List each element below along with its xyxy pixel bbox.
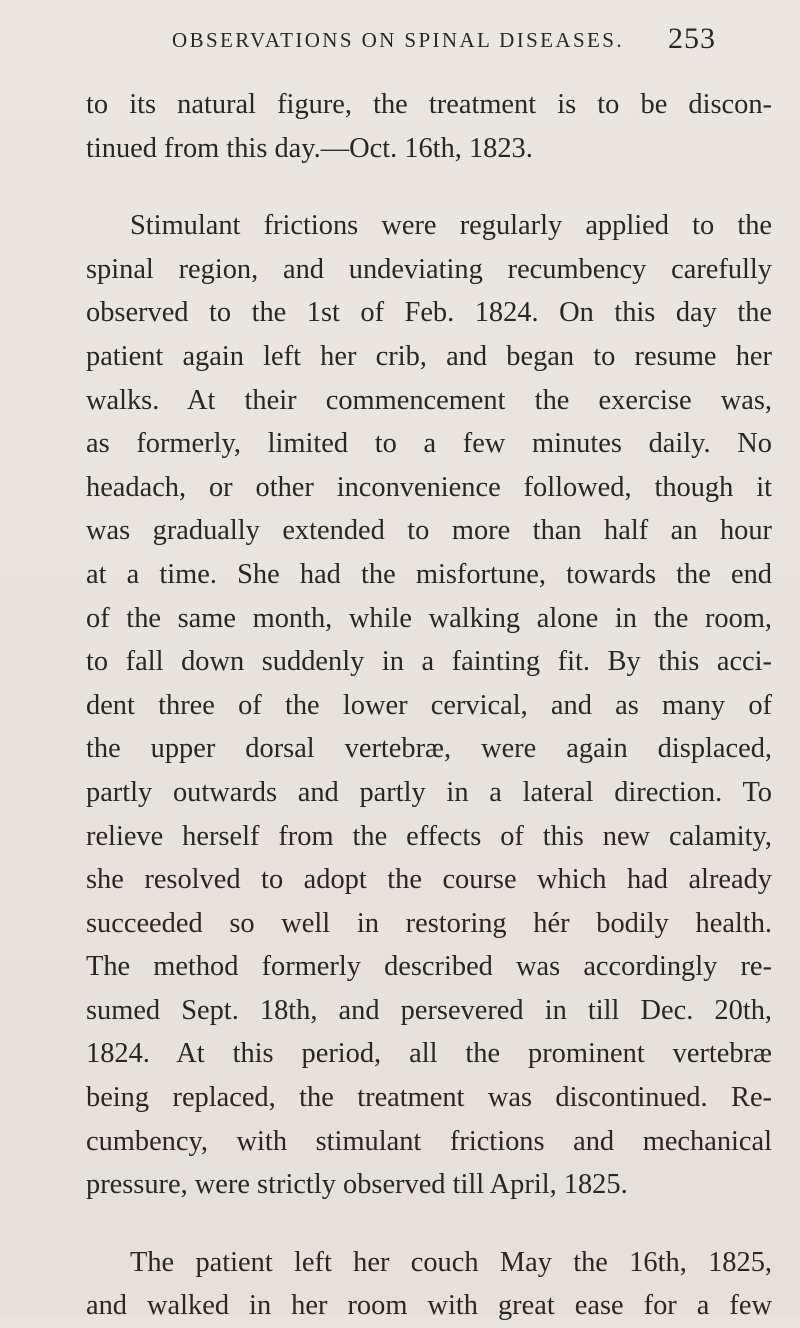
- text-line: headach, or other inconvenience followed, though it: [86, 471, 772, 503]
- text-line: relieve herself from the effects of this new calamity,: [86, 820, 772, 852]
- text-line: at a time. She had the misfortune, towards the end: [86, 558, 772, 590]
- text-line: The method formerly described was accordingly re-: [86, 951, 772, 983]
- text-line: cumbency, with stimulant frictions and mechanical: [86, 1125, 772, 1157]
- text-line: she resolved to adopt the course which had already: [86, 864, 772, 896]
- text-line: The patient left her couch May the 16th, 1825,: [130, 1246, 772, 1278]
- text-line: 1824. At this period, all the prominent vertebræ: [86, 1038, 772, 1070]
- text-line: tinued from this day.—Oct. 16th, 1823.: [86, 132, 533, 164]
- text-line: of the same month, while walking alone in the room,: [86, 602, 772, 634]
- paragraph: [86, 83, 772, 170]
- text-line: was gradually extended to more than half an hour: [86, 515, 772, 547]
- paragraph: [86, 1241, 772, 1328]
- page-number: 253: [668, 22, 716, 55]
- text-line: succeeded so well in restoring hér bodily health.: [86, 907, 772, 939]
- text-line: spinal region, and undeviating recumbency carefully: [86, 253, 772, 285]
- text-line: to fall down suddenly in a fainting fit. By this acci-: [86, 646, 772, 678]
- body-text: [86, 83, 772, 1328]
- running-title: OBSERVATIONS ON SPINAL DISEASES.: [172, 28, 625, 52]
- text-line: and walked in her room with great ease for a few: [86, 1290, 772, 1322]
- text-line: as formerly, limited to a few minutes daily. No: [86, 428, 772, 460]
- text-line: pressure, were strictly observed till April, 1825.: [86, 1169, 628, 1201]
- text-line: walks. At their commencement the exercise was,: [86, 384, 772, 416]
- text-line: the upper dorsal vertebræ, were again displaced,: [86, 733, 772, 765]
- text-line: Stimulant frictions were regularly applied to the: [130, 210, 772, 242]
- text-line: to its natural figure, the treatment is to be discon-: [86, 89, 772, 120]
- paragraph: [86, 204, 772, 1207]
- text-line: dent three of the lower cervical, and as many of: [86, 689, 772, 721]
- text-line: partly outwards and partly in a lateral direction. To: [86, 776, 772, 808]
- text-line: observed to the 1st of Feb. 1824. On this day the: [86, 297, 772, 329]
- text-line: patient again left her crib, and began to resume her: [86, 340, 772, 372]
- text-line: sumed Sept. 18th, and persevered in till Dec. 20th,: [86, 994, 772, 1026]
- text-line: being replaced, the treatment was discontinued. Re-: [86, 1082, 772, 1114]
